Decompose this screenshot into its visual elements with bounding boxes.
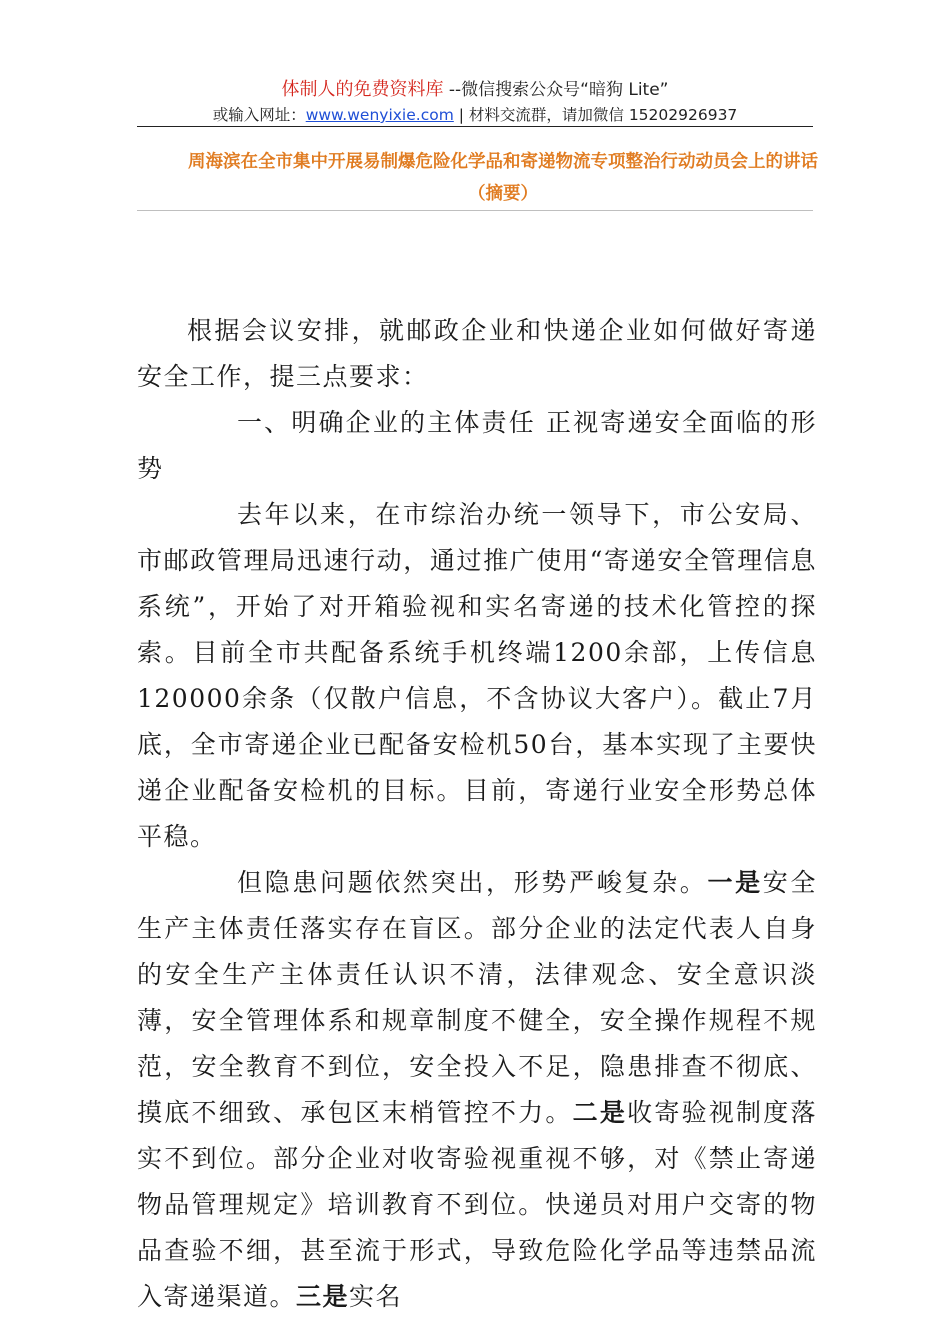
point-two-text: 收寄验视制度落实不到位。部分企业对收寄验视重视不够，对《禁止寄递物品管理规定》培训教育不到位。快递员对用户交寄的物品查验不细，甚至流于形式，导致危险化学品等违禁品流入寄递渠道。 — [137, 1098, 817, 1311]
risks-lead: 但隐患问题依然突出，形势严峻复杂。 — [237, 868, 708, 897]
document-title: 周海滨在全市集中开展易制爆危险化学品和寄递物流专项整治行动动员会上的讲话（摘要） — [188, 152, 818, 204]
paragraph-intro: 根据会议安排，就邮政企业和快递企业如何做好寄递安全工作，提三点要求： — [137, 316, 817, 391]
point-three-text: 实名 — [349, 1282, 403, 1311]
header-url-prefix: 或输入网址： — [212, 106, 306, 124]
section-heading-1: 一、明确企业的主体责任 正视寄递安全面临的形势 — [137, 408, 817, 483]
point-one-marker: 一是 — [707, 868, 763, 897]
point-three-marker: 三是 — [296, 1282, 350, 1311]
header-links — [0, 103, 950, 127]
header-tagline: --微信搜索公众号“暗狗 Lite” — [443, 80, 669, 100]
header-url-link[interactable]: www.wenyixie.com — [305, 106, 454, 124]
paragraph-risks — [137, 860, 817, 1320]
header-contact: | 材料交流群，请加微信 15202926937 — [453, 106, 738, 124]
document-body — [137, 308, 817, 1320]
title-divider — [137, 210, 813, 211]
point-two-marker: 二是 — [572, 1098, 628, 1127]
point-one-text: 安全生产主体责任落实存在盲区。部分企业的法定代表人自身的安全生产主体责任认识不清，法律观念、安全意识淡薄，安全管理体系和规章制度不健全，安全操作规程不规范，安全教育不到位，安全投入不足，隐患排查不彻底、摸底不细致、承包区末梢管控不力。 — [137, 868, 817, 1127]
header-divider — [137, 126, 813, 127]
header-banner — [0, 78, 950, 102]
paragraph-background: 去年以来，在市综治办统一领导下，市公安局、市邮政管理局迅速行动，通过推广使用“寄递安全管理信息系统”，开始了对开箱验视和实名寄递的技术化管控的探索。目前全市共配备系统手机终端1200余部，上传信息120000余条（仅散户信息，不含协议大客户）。截止7月底，全市寄递企业已配备安检机50台，基本实现了主要快递企业配备安检机的目标。目前，寄递行业安全形势总体平稳。 — [137, 500, 817, 851]
header-brand: 体制人的免费资料库 — [281, 79, 444, 100]
